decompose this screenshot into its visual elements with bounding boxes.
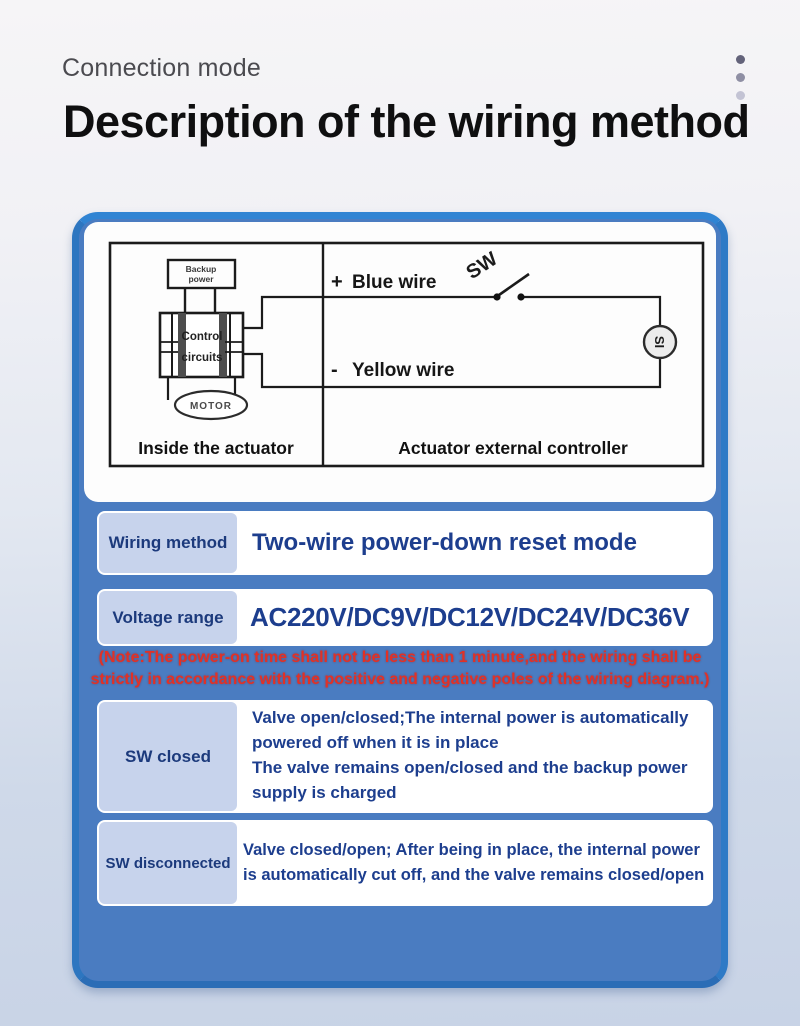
row-value (243, 820, 709, 906)
caption-external-controller: Actuator external controller (398, 438, 628, 458)
actuator-body (160, 313, 243, 377)
switch-symbol (462, 248, 529, 301)
table-row-sw-disconnected (97, 820, 713, 906)
caption-inside-actuator: Inside the actuator (138, 438, 294, 458)
row-value-line: Valve closed/open; After being in place, the internal power (243, 841, 700, 859)
table-row-wiring-method (97, 511, 713, 575)
backup-power-label: power (188, 274, 214, 284)
motor-label: MOTOR (189, 401, 233, 412)
row-label: Wiring method (99, 513, 237, 573)
row-value-line: powered off when it is in place (252, 733, 499, 752)
warning-note-line: (Note:The power-on time shall not be less than 1 minute,and the wiring shall be (98, 649, 702, 666)
row-value-line: supply is charged (252, 783, 397, 802)
si-label: SI (652, 335, 667, 349)
row-value-line: The valve remains open/closed and the backup power (252, 758, 688, 777)
page-title: Description of the wiring method (63, 96, 750, 147)
minus-sign: - (331, 359, 338, 381)
kebab-dot (736, 73, 745, 82)
warning-note-line: strictly in accordance with the positive and negative poles of the wiring diagram.) (90, 671, 710, 688)
row-label: SW disconnected (99, 822, 237, 904)
wiring-diagram-card (84, 222, 716, 502)
row-label: SW closed (99, 702, 237, 811)
control-circuits-label: Control (181, 331, 223, 343)
switch-label: SW (462, 248, 502, 284)
row-value (252, 705, 709, 805)
blue-wire-label: Blue wire (352, 272, 437, 293)
row-value-line: Valve open/closed;The internal power is automatically (252, 708, 689, 727)
wiring-diagram-svg (84, 222, 716, 502)
control-circuits-label: circuits (181, 352, 223, 364)
plus-sign: + (331, 271, 343, 293)
backup-power-label: Backup (185, 264, 217, 274)
wiring-panel (72, 212, 728, 988)
yellow-wire-label: Yellow wire (352, 360, 455, 381)
backup-power-box (168, 260, 235, 313)
table-row-voltage-range (97, 589, 713, 646)
row-value-line: is automatically cut off, and the valve remains closed/open (243, 866, 705, 884)
motor-symbol (168, 377, 247, 419)
row-value: AC220V/DC9V/DC12V/DC24V/DC36V (250, 602, 690, 632)
si-indicator (644, 326, 676, 358)
table-row-sw-closed (97, 700, 713, 813)
kebab-dot (736, 55, 745, 64)
row-label: Voltage range (99, 591, 237, 644)
section-eyebrow: Connection mode (62, 54, 261, 82)
row-value: Two-wire power-down reset mode (252, 529, 637, 556)
